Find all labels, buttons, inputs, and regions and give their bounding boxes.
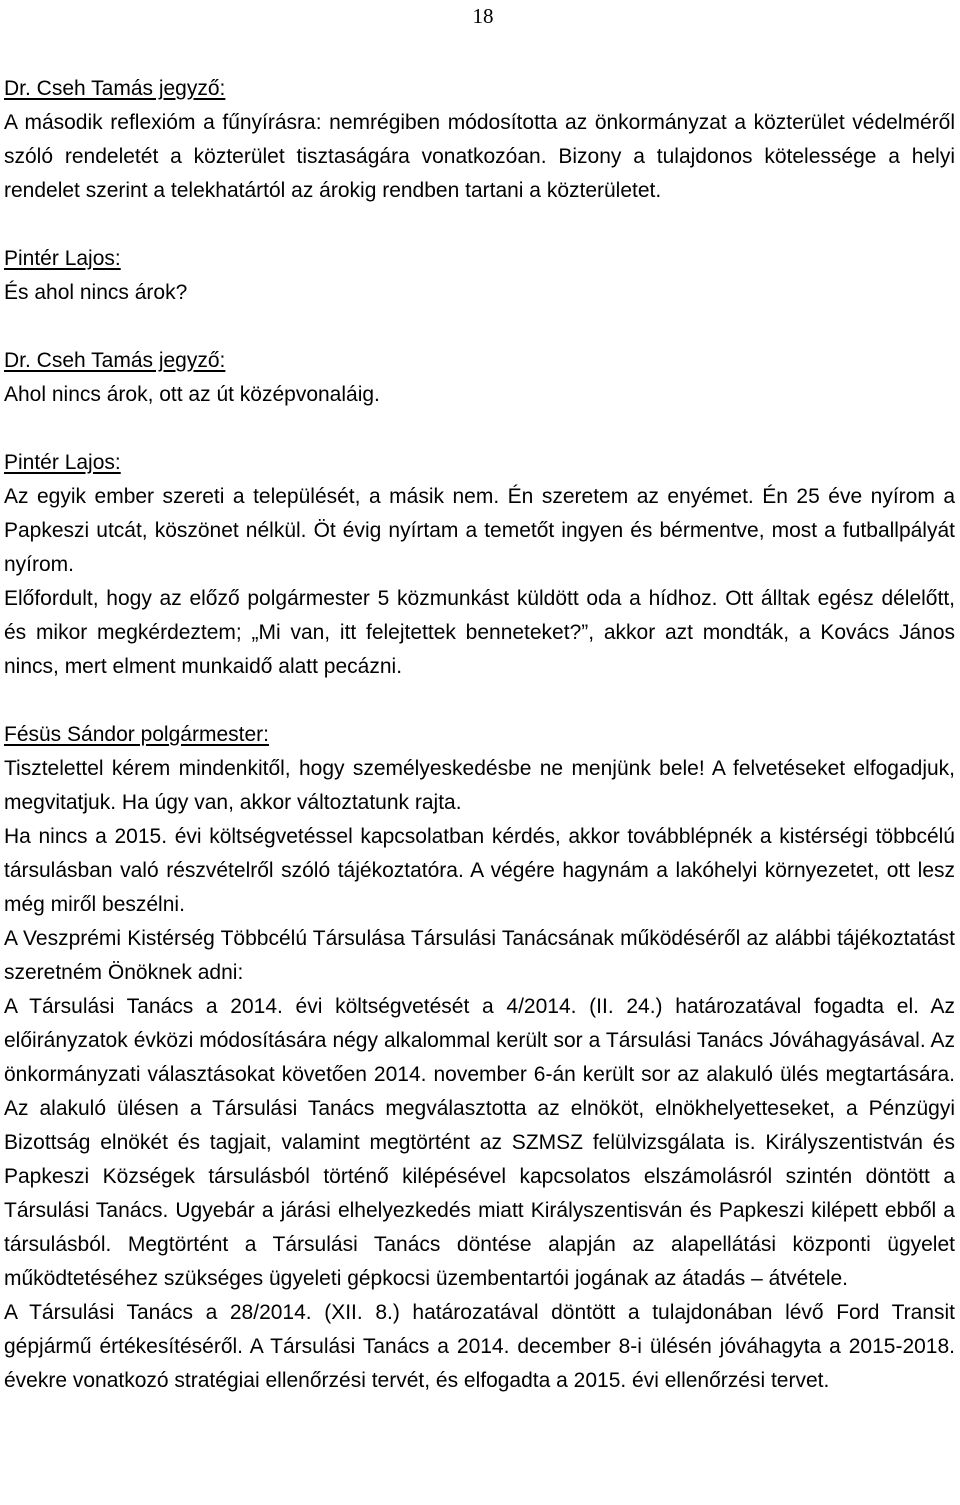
speech-paragraph: Tisztelettel kérem mindenkitől, hogy személyeskedésbe ne menjünk bele! A felvetéseket elfogadjuk, megvitatjuk. Ha úgy van, akkor változtatunk rajta. bbox=[4, 757, 955, 814]
page-number: 18 bbox=[472, 4, 494, 28]
transcript-body bbox=[4, 72, 955, 1398]
speech-paragraph: A Társulási Tanács a 2014. évi költségvetését a 4/2014. (II. 24.) határozatával fogadta el. Az előirányzatok évközi módosítására négy alkalommal került sor a Társulási Tanács Jóváhagyásával. Az önkormányzati választásokat követően 2014. november 6-án került sor az alakuló ülés megtartására. Az alakuló ülésen a Társulási Tanács megválasztotta az elnököt, elnökhelyetteseket, a Pénzügyi Bizottság elnökét és tagjait, valamint megtörtént az SZMSZ felülvizsgálata is. Királyszentistván és Papkeszi Községek társulásból történő kilépésével kapcsolatos elszámolásról szintén döntött a Társulási Tanács. Ugyebár a járási elhelyezkedés miatt Királyszentisván és Papkeszi kilépett ebből a társulásból. Megtörtént a Társulási Tanács döntése alapján az alapellátási központi ügyelet működtetéséhez szükséges ügyeleti gépkocsi üzembentartói jogának az átadás – átvétele. bbox=[4, 995, 955, 1290]
speaker-label: Dr. Cseh Tamás jegyző: bbox=[4, 349, 226, 372]
block-spacer bbox=[4, 684, 955, 718]
block-spacer bbox=[4, 208, 955, 242]
speech-paragraph: Az egyik ember szereti a települését, a másik nem. Én szeretem az enyémet. Én 25 éve nyírom a Papkeszi utcát, köszönet nélkül. Öt évig nyírtam a temetőt ingyen és bérmentve, most a futballpályát nyírom. bbox=[4, 485, 955, 576]
speech-paragraph: És ahol nincs árok? bbox=[4, 281, 188, 304]
speaker-label: Fésüs Sándor polgármester: bbox=[4, 723, 269, 746]
speech-paragraph: Előfordult, hogy az előző polgármester 5 közmunkást küldött oda a hídhoz. Ott álltak egész délelőtt, és mikor megkérdeztem; „Mi van, itt felejtettek benneteket?”, akkor azt mondták, a Kovács János nincs, mert elment munkaidő alatt pecázni. bbox=[4, 587, 955, 678]
speech-paragraph: Ha nincs a 2015. évi költségvetéssel kapcsolatban kérdés, akkor továbblépnék a kistérségi többcélú társulásban való részvételről szóló tájékoztatóra. A végére hagynám a lakóhelyi környezetet, ott lesz még miről beszélni. bbox=[4, 825, 955, 916]
speech-paragraph: A Társulási Tanács a 28/2014. (XII. 8.) határozatával döntött a tulajdonában lévő Ford Transit gépjármű értékesítéséről. A Társulási Tanács a 2014. december 8-i ülésén jóváhagyta a 2015-2018. évekre vonatkozó stratégiai ellenőrzési tervét, és elfogadta a 2015. évi ellenőrzési tervet. bbox=[4, 1301, 955, 1392]
block-spacer bbox=[4, 310, 955, 344]
speaker-label: Pintér Lajos: bbox=[4, 247, 121, 270]
speaker-label: Pintér Lajos: bbox=[4, 451, 121, 474]
speech-paragraph: A második reflexióm a fűnyírásra: nemrégiben módosította az önkormányzat a közterület védelméről szóló rendeletét a közterület tisztaságára vonatkozóan. Bizony a tulajdonos kötelessége a helyi rendelet szerint a telekhatártól az árokig rendben tartani a közterületet. bbox=[4, 111, 955, 202]
speech-paragraph: Ahol nincs árok, ott az út középvonaláig. bbox=[4, 383, 380, 406]
speech-paragraph: A Veszprémi Kistérség Többcélú Társulása Társulási Tanácsának működéséről az alábbi tájékoztatást szeretném Önöknek adni: bbox=[4, 927, 955, 984]
speaker-label: Dr. Cseh Tamás jegyző: bbox=[4, 77, 226, 100]
block-spacer bbox=[4, 412, 955, 446]
